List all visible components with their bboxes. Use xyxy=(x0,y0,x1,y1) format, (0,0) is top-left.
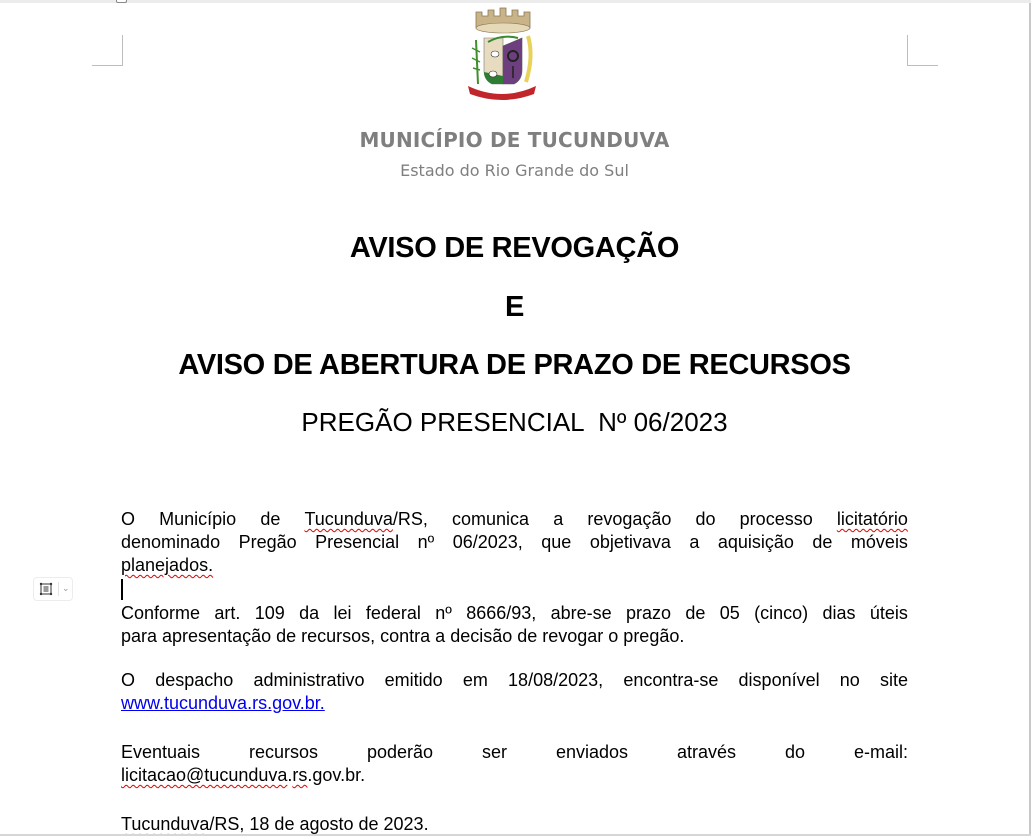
word: encontra-se xyxy=(623,670,719,690)
word: 18/08/2023, xyxy=(508,670,604,690)
word: Eventuais xyxy=(121,742,201,762)
p1-line-3 xyxy=(121,554,908,577)
title-appeal-period-notice: AVISO DE ABERTURA DE PRAZO DE RECURSOS xyxy=(178,349,851,381)
p1-line-2 xyxy=(121,531,908,554)
word: 109 xyxy=(254,603,285,623)
word: emitido xyxy=(384,670,443,690)
website-link[interactable]: www.tucunduva.rs.gov.br. xyxy=(121,693,325,713)
word: enviados xyxy=(555,742,629,762)
paragraph-legal-basis xyxy=(121,602,908,648)
word: Município xyxy=(159,509,237,529)
p4-line-2-email xyxy=(121,764,908,787)
word: de xyxy=(260,509,281,529)
word: O xyxy=(121,509,136,529)
p3-line-2 xyxy=(121,692,908,715)
word: 06/2023, xyxy=(452,532,523,552)
word: O xyxy=(121,670,136,690)
layout-options-icon xyxy=(38,581,54,597)
word: site xyxy=(879,670,908,690)
word: revogação xyxy=(587,509,672,529)
word: abre-se xyxy=(550,603,612,623)
word: móveis xyxy=(850,532,908,552)
word-spellcheck: Tucunduva/RS, xyxy=(304,509,428,529)
word: nº xyxy=(435,603,452,623)
email-address-part: . xyxy=(287,765,293,785)
subtitle-bid-number: PREGÃO PRESENCIAL Nº 06/2023 xyxy=(301,407,728,437)
word: a xyxy=(553,509,564,529)
word: do xyxy=(695,509,716,529)
word: de xyxy=(812,532,833,552)
chevron-down-icon[interactable]: ⌄ xyxy=(62,584,70,594)
word: a xyxy=(689,532,700,552)
email-address-part: .gov.br. xyxy=(307,765,366,785)
misspelled-word[interactable]: Tucunduva xyxy=(304,509,393,529)
word: dias xyxy=(822,603,856,623)
divider xyxy=(58,582,59,596)
paragraph-dispatch xyxy=(121,669,908,715)
word: poderão xyxy=(367,742,434,762)
word: prazo xyxy=(625,603,672,623)
word: administrativo xyxy=(253,670,365,690)
p4-line-1 xyxy=(121,741,908,764)
title-revocation-notice: AVISO DE REVOGAÇÃO xyxy=(349,232,680,264)
word: e-mail: xyxy=(853,742,908,762)
word: de xyxy=(685,603,706,623)
word: 8666/93, xyxy=(466,603,537,623)
p2-line-2: para apresentação de recursos, contra a decisão de revogar o pregão. xyxy=(121,626,685,646)
word: comunica xyxy=(452,509,530,529)
margin-corner-top-right xyxy=(907,35,938,66)
word: (cinco) xyxy=(754,603,809,623)
word: disponível xyxy=(738,670,820,690)
email-address-part[interactable]: licitacao@tucunduva xyxy=(121,765,288,785)
document-page[interactable] xyxy=(0,3,1029,834)
state-name: Estado do Rio Grande do Sul xyxy=(400,161,629,180)
word: da xyxy=(299,603,320,623)
word: aquisição xyxy=(717,532,794,552)
misspelled-word[interactable]: licitatório xyxy=(836,509,908,529)
text-cursor xyxy=(121,579,123,600)
email-address-part[interactable]: rs xyxy=(292,765,308,785)
coat-of-arms-icon xyxy=(462,6,542,104)
misspelled-word[interactable]: planejados. xyxy=(121,555,214,575)
municipality-name: MUNICÍPIO DE TUCUNDUVA xyxy=(359,128,670,152)
word: úteis xyxy=(869,603,908,623)
paragraph-appeals-email xyxy=(121,741,908,787)
layout-options-button[interactable] xyxy=(33,577,73,601)
word: ser xyxy=(482,742,508,762)
margin-corner-top-left xyxy=(92,35,123,66)
word: Pregão xyxy=(238,532,297,552)
word: processo xyxy=(739,509,813,529)
word: Presencial xyxy=(315,532,400,552)
word: através xyxy=(677,742,737,762)
misspelled-word[interactable]: Tucunduva xyxy=(121,814,210,834)
word: do xyxy=(784,742,806,762)
word: denominado xyxy=(121,532,221,552)
word: nº xyxy=(417,532,435,552)
p2-line-1 xyxy=(121,602,908,625)
title-conjunction: E xyxy=(504,291,525,323)
word: art. xyxy=(214,603,241,623)
paragraph-revocation xyxy=(121,508,908,577)
word: federal xyxy=(365,603,421,623)
word: lei xyxy=(333,603,352,623)
word: em xyxy=(462,670,488,690)
word: que xyxy=(541,532,572,552)
word: objetivava xyxy=(589,532,671,552)
date-text: /RS, 18 de agosto de 2023. xyxy=(209,814,429,834)
word: no xyxy=(839,670,860,690)
paragraph-place-date xyxy=(121,813,908,836)
word: Conforme xyxy=(121,603,201,623)
p1-line-1 xyxy=(121,508,908,531)
word: despacho xyxy=(155,670,234,690)
word: 05 xyxy=(719,603,740,623)
p3-line-1 xyxy=(121,669,908,692)
word: recursos xyxy=(249,742,319,762)
